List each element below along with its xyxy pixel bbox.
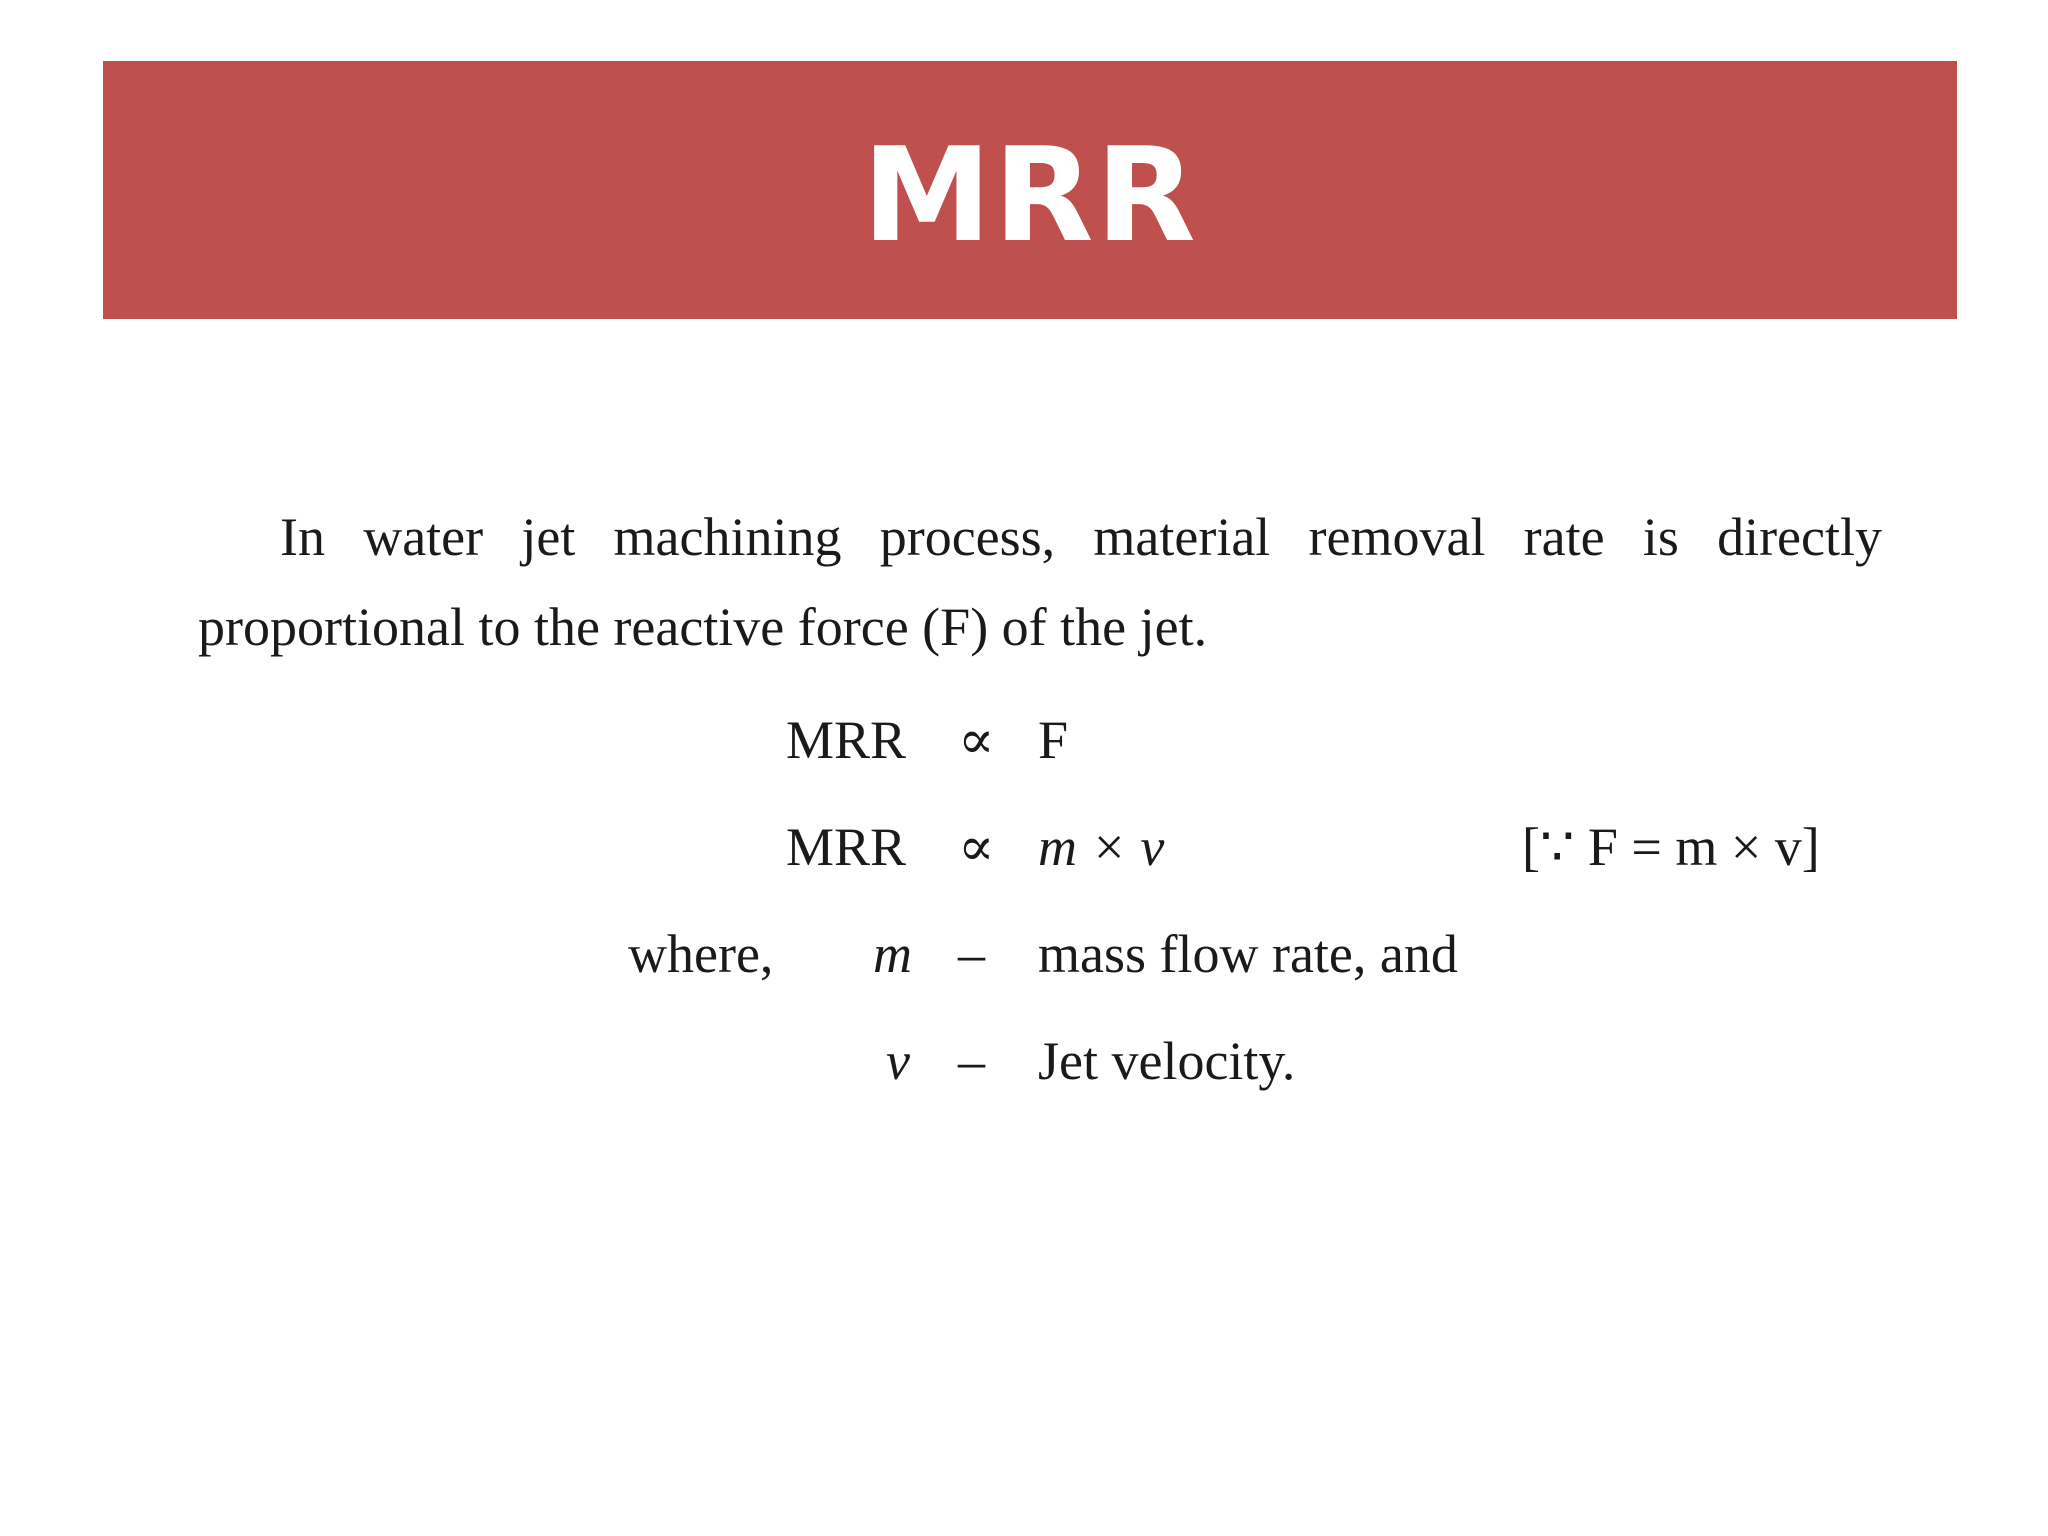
equation-1-rhs: F — [1038, 710, 1069, 770]
equation-2-lhs: MRR — [786, 817, 907, 877]
intro-paragraph — [198, 507, 1882, 660]
definition-1-dash: – — [958, 924, 985, 984]
definition-2-meaning: Jet velocity. — [1038, 1031, 1296, 1091]
title-bar — [103, 61, 1957, 319]
definition-1-meaning: mass flow rate, and — [1038, 924, 1458, 984]
definition-2-dash: – — [958, 1031, 985, 1091]
definition-1-symbol: m — [873, 924, 912, 984]
paragraph-line-1: In water jet machining process, material removal rate is directly — [280, 507, 1882, 567]
paragraph-line-2: proportional to the reactive force (F) of the jet. — [198, 597, 1208, 657]
equation-1-operator: ∝ — [958, 710, 995, 770]
equation-2-note: [∵ F = m × v] — [1522, 817, 1820, 877]
equation-1-lhs: MRR — [786, 710, 907, 770]
equation-2-operator: ∝ — [958, 817, 995, 877]
equation-2-rhs: m × v — [1038, 817, 1165, 877]
definition-2-symbol: v — [886, 1031, 910, 1091]
slide-title: MRR — [862, 119, 1198, 271]
where-label: where, — [628, 924, 774, 984]
